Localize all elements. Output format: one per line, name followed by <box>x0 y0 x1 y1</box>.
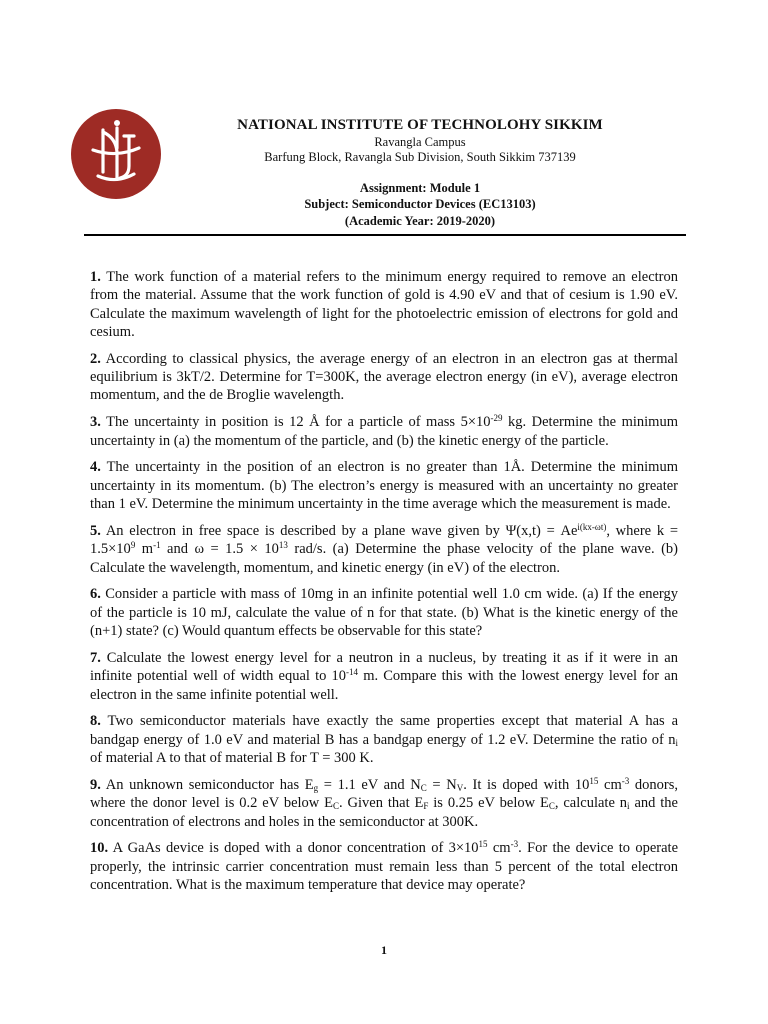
question-5: 5. An electron in free space is described by a plane wave given by $\Psi(x,t) = Ae^{i(kx-\omega t)}$, where $k = 1.5\times 10^9$ $m^{-1}$ and $\omega = 1.5 \times 10^{13}$ rad/s. (a) Determine the phase velocity of the plane wave. (b) Calculate the wavelength, momentum, and kinetic energy (in eV) of the electron. <box>90 521 678 576</box>
page-number: 1 <box>381 943 387 957</box>
document-header <box>200 116 640 229</box>
question-7: 7. Calculate the lowest energy level for a neutron in a nucleus, by treating it as if it were in an infinite potential well of width equal to $10^{-14}$ m. Compare this with the lowest energy level for an electron in the same infinite potential well. <box>90 649 678 703</box>
campus-name: Ravangla Campus <box>374 134 466 149</box>
institute-name: NATIONAL INSTITUTE OF TECHNOLOHY SIKKIM <box>237 117 603 133</box>
header-divider <box>84 234 686 236</box>
question-6: 6. Consider a particle with mass of 10mg in an infinite potential well 1.0 cm wide. (a) If the energy of the particle is 10 mJ, calculate the value of n for that state. (b) What is the kinetic energy of the (n+1) state? (c) Would quantum effects be observable for this state? <box>90 586 679 640</box>
assignment-title: Assignment: Module 1 <box>359 181 481 195</box>
question-2: 2. According to classical physics, the average energy of an electron in an electron gas at thermal equilibrium is 3kT/2. Determine for T=300K, the average electron energy (in eV), average electron momentum, and the de Broglie wavelength. <box>90 350 678 404</box>
question-list <box>90 268 678 903</box>
address: Barfung Block, Ravangla Sub Division, South Sikkim 737139 <box>264 150 576 165</box>
institute-logo-icon <box>70 108 162 200</box>
question-10: 10. A GaAs device is doped with a donor concentration of $3\times 10^{15}$ $cm^{-3}$. For the device to operate properly, the intrinsic carrier concentration must remain less than 5 percent of the total electron concentration. What is the maximum temperature that device may operate? <box>90 839 679 894</box>
question-3: 3. The uncertainty in position is 12 Å for a particle of mass $5\times 10^{-29}$ kg. Determine the minimum uncertainty in (a) the momentum of the particle, and (b) the kinetic energy of the particle. <box>90 413 678 449</box>
question-8: 8. Two semiconductor materials have exactly the same properties except that material A has a bandgap energy of 1.0 eV and material B has a bandgap energy of 1.2 eV. Determine the ratio of $n_i$ of material A to that of material B for T = 300 K. <box>90 713 678 767</box>
question-9: 9. An unknown semiconductor has $E_g = 1.1$ eV and $N_C = N_V$. It is doped with $10^{15}$ $cm^{-3}$ donors, where the donor level is 0.2 eV below $E_C$. Given that $E_F$ is 0.25 eV below $E_C$, calculate $n_i$ and the concentration of electrons and holes in the semiconductor at 300K. <box>90 775 679 830</box>
subject-line: Subject: Semiconductor Devices (EC13103) <box>304 197 536 212</box>
question-4: 4. The uncertainty in the position of an electron is no greater than 1Å. Determine the minimum uncertainty in its momentum. (b) The electron’s energy is measured with an uncertainty no greater than 1 eV. Determine the minimum uncertainty in the time average which the measurement is made. <box>90 459 678 513</box>
assignment-info <box>200 180 640 229</box>
question-1: 1. The work function of a material refers to the minimum energy required to remove an electron from the material. Assume that the work function of gold is 4.90 eV and that of cesium is 1.90 eV. Calculate the maximum wavelength of light for the photoelectric emission of electrons for gold and cesium. <box>90 269 678 340</box>
academic-year: (Academic Year: 2019-2020) <box>344 213 496 228</box>
